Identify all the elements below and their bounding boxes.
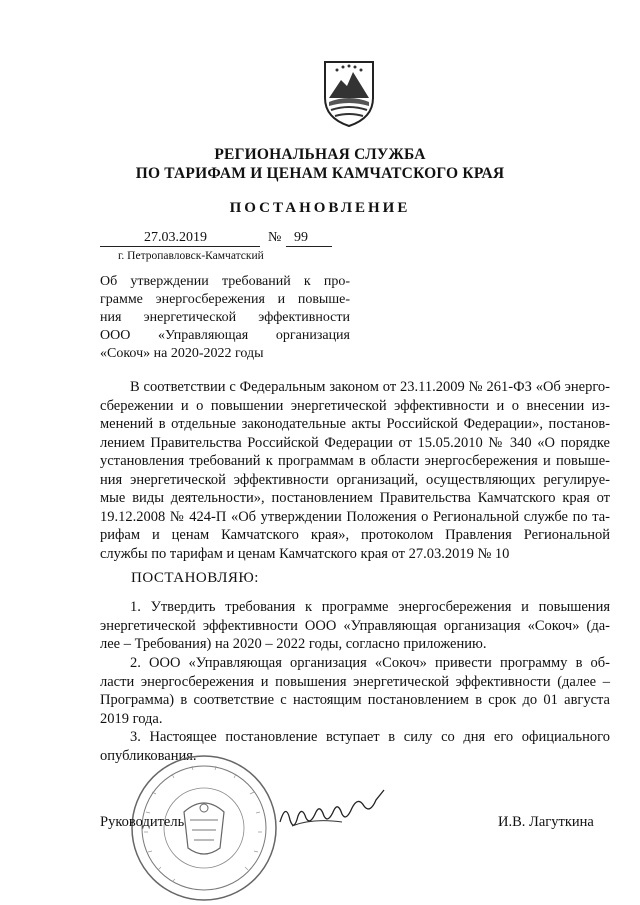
- text-line: 2019 года.: [100, 710, 163, 727]
- document-date: 27.03.2019: [144, 230, 207, 245]
- kamchatka-emblem: [321, 58, 377, 128]
- text-line: В соответствии с Федеральным законом от 23.11.2009 № 261-ФЗ «Об энерго-: [130, 379, 610, 395]
- text-line: энергетической эффективности ООО «Управляющая организация «Сокоч» (да-: [100, 617, 610, 634]
- text-line: рифам и ценам Камчатского края», протоколом Правления Региональной: [100, 527, 610, 543]
- signatory-role: Руководитель: [100, 814, 185, 830]
- text-line: мые виды деятельности», постановлением Правительства Камчатского края от: [100, 490, 610, 506]
- text-line: Программа) в соответствие с настоящим постановлением в срок до 01 августа: [100, 692, 610, 708]
- subject-line: грамме энергосбережения и повыше-: [100, 292, 350, 307]
- subject-line: «Сокоч» на 2020-2022 годы: [100, 346, 264, 361]
- text-line: 19.12.2008 № 424-П «Об утверждении Положения о Региональной службе по та-: [100, 508, 610, 525]
- text-line: 2. ООО «Управляющая организация «Сокоч» привести программу в об-: [130, 655, 610, 671]
- text-line: ласти энергосбережения и повышения энергетической эффективности (далее –: [100, 673, 610, 690]
- text-line: ния энергетической эффективности организаций, осуществляющих регулируе-: [100, 471, 610, 488]
- org-name-line2: ПО ТАРИФАМ И ЦЕНАМ КАМЧАТСКОГО КРАЯ: [135, 165, 505, 182]
- document-subject: [100, 273, 350, 363]
- item-2-paragraph: [100, 654, 610, 728]
- handwritten-signature: [272, 782, 392, 842]
- text-line: опубликования.: [100, 747, 197, 764]
- number-sign: №: [268, 230, 282, 245]
- date-underline: [100, 246, 260, 247]
- preamble-paragraph: [100, 378, 610, 563]
- text-line: менений в отдельные законодательные акты Российской Федерации», постанов-: [100, 416, 610, 432]
- text-line: сбережении и о повышении энергетической эффективности и о внесении из-: [100, 397, 610, 414]
- text-line: лением Правительства Российской Федерации от 15.05.2010 № 340 «О порядке: [100, 434, 610, 451]
- org-name-line1: РЕГИОНАЛЬНАЯ СЛУЖБА: [214, 146, 426, 163]
- text-line: установления требований к программам в области энергосбережения и повыше-: [100, 453, 610, 469]
- resolve-heading: ПОСТАНОВЛЯЮ:: [131, 570, 259, 586]
- subject-line: ООО «Управляющая организация: [100, 328, 350, 343]
- text-line: службы по тарифам и ценам Камчатского края от 27.03.2019 № 10: [100, 545, 510, 562]
- item-1-paragraph: [100, 598, 610, 654]
- text-line: 1. Утвердить требования к программе энергосбережения и повышения: [130, 599, 610, 615]
- text-line: лее – Требования) на 2020 – 2022 годы, согласно приложению.: [100, 636, 487, 652]
- number-underline: [286, 246, 332, 247]
- subject-line: Об утверждении требований к про-: [100, 274, 350, 289]
- document-number: 99: [294, 230, 308, 245]
- text-line: 3. Настоящее постановление вступает в силу со дня его официального: [130, 729, 610, 745]
- subject-line: ния энергетической эффективности: [100, 310, 350, 325]
- signatory-name: И.В. Лагуткина: [498, 814, 594, 830]
- city: г. Петропавловск-Камчатский: [118, 250, 264, 262]
- document-title: ПОСТАНОВЛЕНИЕ: [229, 200, 411, 216]
